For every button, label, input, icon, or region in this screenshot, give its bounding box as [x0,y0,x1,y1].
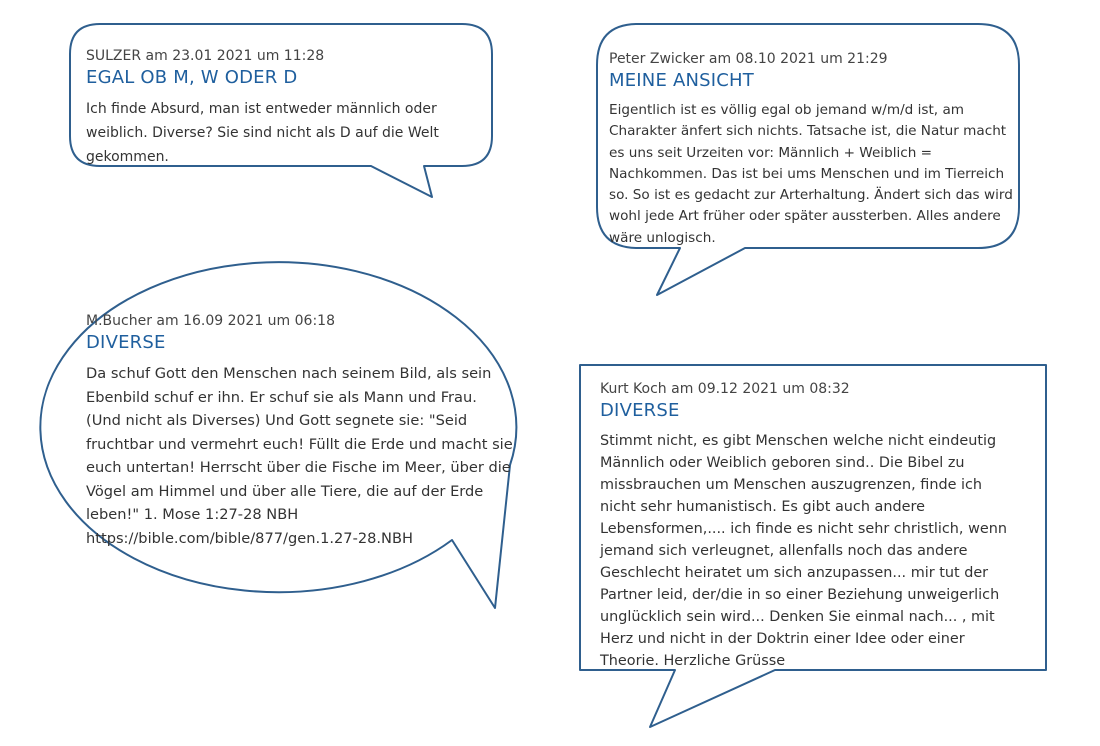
comment-meta: M.Bucher am 16.09 2021 um 06:18 [86,313,335,329]
comment-title: DIVERSE [86,332,166,353]
comment-card-3 [86,312,516,550]
comment-text: Da schuf Gott den Menschen nach seinem Bild, als sein Ebenbild schuf er ihn. Er schuf sie als Mann und Frau. (Und nicht als Diverses) Und Gott segnete sie: "Seid fruchtbar und vermehrt euch! Füllt die Erde und macht sie euch untertan! Herrscht über die Fische im Meer, über die Vögel am Himmel und über alle Tiere, die auf der Erde leben!" 1. Mose 1:27-28 NBH https://bible.com/bible/877/gen.1.27-28.NBH [86,365,513,547]
comment-card-2 [609,50,1014,249]
comment-title: MEINE ANSICHT [609,70,754,91]
comment-text: Stimmt nicht, es gibt Menschen welche nicht eindeutig Männlich oder Weiblich geboren sind.. Die Bibel zu missbrauchen um Menschen auszugrenzen, finde ich nicht sehr humanistisch. Es gibt auch andere Lebensformen,.... ich finde es nicht sehr christlich, wenn jemand sich verleugnet, allenfalls noch das andere Geschlecht heiratet um sich anzupassen... mir tut der Partner leid, der/die in so einer Beziehung unweigerlich unglücklich sein wird... Denken Sie einmal nach... , mit Herz und nicht in der Doktrin einer Idee oder einer Theorie. Herzliche Grüsse [600,433,1007,669]
comment-meta: SULZER am 23.01 2021 um 11:28 [86,48,325,64]
comment-meta: Peter Zwicker am 08.10 2021 um 21:29 [609,51,888,67]
comment-text: Eigentlich ist es völlig egal ob jemand w/m/d ist, am Charakter änfert sich nichts. Tatsache ist, die Natur macht es uns seit Urzeiten vor: Männlich + Weiblich = Nachkommen. Das ist bei ums Menschen und im Tierreich so. So ist es gedacht zur Arterhaltung. Ändert sich das wird wohl jede Art früher oder später aussterben. Alles andere wäre unlogisch. [609,102,1013,246]
comment-text: Ich finde Absurd, man ist entweder männlich oder weiblich. Diverse? Sie sind nicht als D auf die Welt gekommen. [86,101,439,165]
comment-title: DIVERSE [600,400,680,421]
comment-card-1 [86,47,486,169]
comment-meta: Kurt Koch am 09.12 2021 um 08:32 [600,381,850,397]
comment-title: EGAL OB M, W ODER D [86,67,298,88]
comment-card-4 [600,380,1020,672]
